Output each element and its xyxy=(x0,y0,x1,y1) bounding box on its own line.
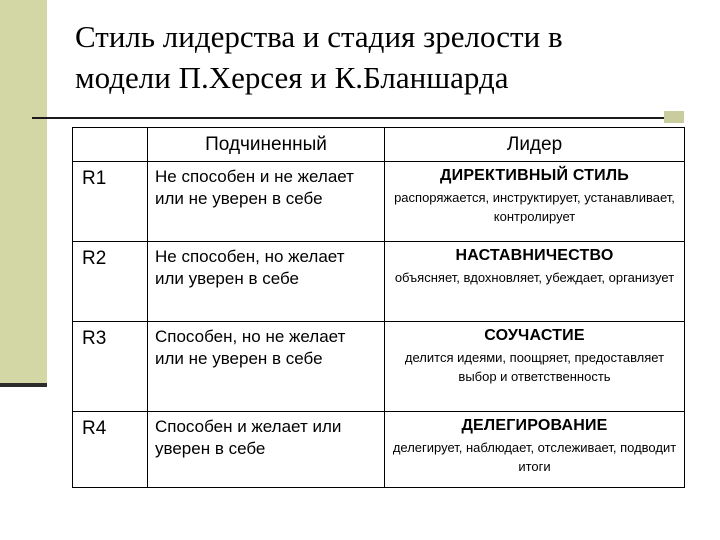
table-row xyxy=(73,242,685,322)
leadership-table xyxy=(72,127,685,488)
subordinate-description: Не способен, но желает или уверен в себе xyxy=(148,242,385,322)
leadership-style-description: распоряжается, инструктирует, устанавливает, контролирует xyxy=(394,190,675,224)
header-empty-cell xyxy=(73,128,148,162)
subordinate-description: Способен и желает или уверен в себе xyxy=(148,412,385,488)
leadership-style-description: делится идеями, поощряет, предоставляет выбор и ответственность xyxy=(404,350,665,384)
leader-cell xyxy=(385,162,685,242)
leadership-style-name: ДЕЛЕГИРОВАНИЕ xyxy=(461,417,608,434)
slide-title-line-2: модели П.Херсея и К.Бланшарда xyxy=(75,60,509,95)
title-underline xyxy=(32,117,664,119)
decorative-side-line xyxy=(0,383,47,387)
decorative-side-strip xyxy=(0,0,47,383)
table-row xyxy=(73,322,685,412)
table-header-row xyxy=(73,128,685,162)
leadership-style-name: СОУЧАСТИЕ xyxy=(484,327,585,344)
table-row xyxy=(73,412,685,488)
leader-cell xyxy=(385,322,685,412)
slide-title xyxy=(75,16,695,98)
table-row xyxy=(73,162,685,242)
leader-cell xyxy=(385,412,685,488)
maturity-code: R1 xyxy=(73,162,148,242)
subordinate-description: Не способен и не желает или не уверен в себе xyxy=(148,162,385,242)
title-underline-accent xyxy=(664,111,684,123)
header-subordinate: Подчиненный xyxy=(148,128,385,162)
maturity-code: R3 xyxy=(73,322,148,412)
header-leader: Лидер xyxy=(385,128,685,162)
maturity-code: R4 xyxy=(73,412,148,488)
leadership-style-name: ДИРЕКТИВНЫЙ СТИЛЬ xyxy=(440,167,629,184)
leader-cell xyxy=(385,242,685,322)
leadership-style-description: делегирует, наблюдает, отслеживает, подводит итоги xyxy=(392,440,677,474)
subordinate-description: Способен, но не желает или не уверен в себе xyxy=(148,322,385,412)
maturity-code: R2 xyxy=(73,242,148,322)
leadership-style-name: НАСТАВНИЧЕСТВО xyxy=(455,247,614,264)
leadership-style-description: объясняет, вдохновляет, убеждает, организует xyxy=(394,270,675,285)
slide-title-line-1: Стиль лидерства и стадия зрелости в xyxy=(75,19,563,54)
